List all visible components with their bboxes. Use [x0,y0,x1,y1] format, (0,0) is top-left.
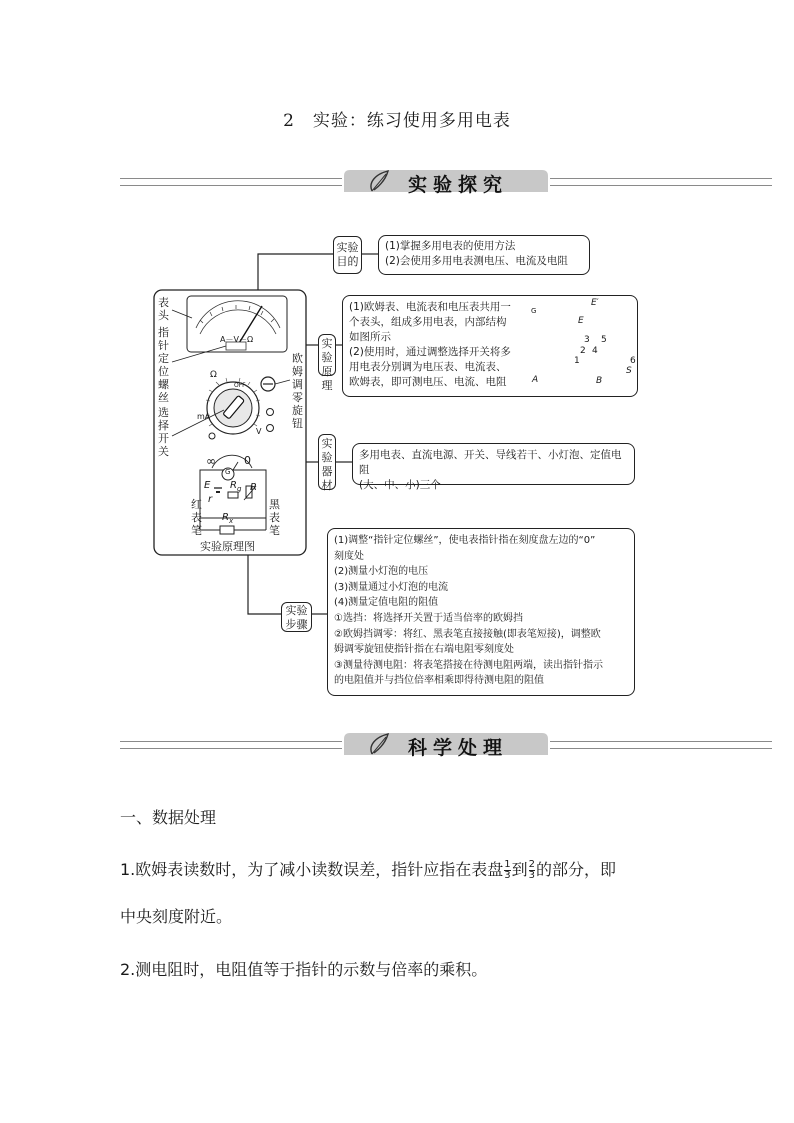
circuit-n1: 1 [574,356,580,366]
steps-line-4: (3)测量通过小灯泡的电流 [334,581,449,593]
label-equipment: 实验器材 [318,434,336,490]
circuit-n6: 6 [630,356,636,366]
circuit-e1: E [578,316,584,326]
frac2-num: 2 [528,859,536,870]
steps-line-5: (4)测量定值电阻的阻值 [334,597,439,609]
label-purpose: 实验目的 [333,236,362,274]
steps-line-6: ①选挡：将选择开关置于适当倍率的欧姆挡 [334,612,523,624]
frac1-num: 1 [504,859,511,870]
steps-line-7: ②欧姆挡调零：将红、黑表笔直接接触(即表笔短接)，调整欧 [334,628,601,640]
steps-line-9: ③测量待测电阻：将表笔搭接在待测电阻两端，读出指针指示 [334,659,603,671]
principle-line-2: 个表头，组成多用电表，内部结构 [349,316,507,328]
equipment-line-2: (大、中、小)三个 [359,479,441,491]
circuit-b: B [596,376,603,386]
banner-title: 实验探究 [408,174,509,196]
off-label: OFF [234,382,246,389]
ohm-symbol: Ω [210,370,217,380]
paragraph-1 [120,857,616,881]
ma-label: mA [197,412,211,421]
p1-after: 的部分，即 [536,860,617,879]
rx-main: R [222,512,229,523]
rg-label [230,480,241,493]
label-hei-biaobi: 黑表笔 [269,498,280,537]
rg-main: R [230,480,237,491]
p1-mid: 到 [511,860,528,879]
rg-sub: g [236,485,242,493]
fraction-one-third [504,860,510,881]
r-variable-label: R [250,482,257,493]
principle-line-3: 如图所示 [349,331,391,343]
circuit-n4: 4 [592,346,598,356]
dial-scale-text: A－V－Ω [220,335,254,344]
paragraph-2: 2.测电阻时，电阻值等于指针的示数与倍率的乘积。 [120,960,488,979]
frac1-den: 3 [504,870,511,881]
banner-title: 科学处理 [408,737,509,759]
paragraph-1-line-2: 中央刻度附近。 [120,907,233,926]
rx-sub: x [228,517,234,525]
circuit-s: S [626,366,632,376]
purpose-line-1: (1)掌握多用电表的使用方法 [385,240,516,252]
label-principle: 实验原理 [318,334,336,376]
inf-label: ∞ [206,454,216,468]
label-oumu-tiaoling: 欧姆调零旋钮 [292,352,303,430]
steps-line-2: 刻度处 [334,550,364,562]
circuit-g: G [531,307,537,315]
principle-line-4: (2)使用时，通过调整选择开关将多 [349,346,511,358]
equipment-line-1: 多用电表、直流电源、开关、导线若干、小灯泡、定值电阻 [359,449,622,476]
circuit-n3: 3 [584,335,590,345]
zero-label: 0 [244,454,251,467]
steps-line-3: (2)测量小灯泡的电压 [334,566,429,578]
p1-before: 1.欧姆表读数时，为了减小读数误差，指针应指在表盘 [120,860,504,879]
principle-line-1: (1)欧姆表、电流表和电压表共用一 [349,301,511,313]
equipment-box [352,443,635,491]
label-xuanze-kaiguan: 选择开关 [158,406,169,458]
circuit-a: A [532,375,539,385]
diagram-caption: 实验原理图 [200,540,255,553]
label-steps: 实验步骤 [281,602,312,632]
section-heading: 一、数据处理 [120,808,217,827]
page-title: 2 实验：练习使用多用电表 [283,111,511,131]
banner-rule-left [120,741,342,749]
steps-box [327,528,635,696]
principle-line-5: 用电表分别调为电压表、电流表、 [349,361,507,373]
steps-line-8: 姆调零旋钮使指针指在右端电阻零刻度处 [334,644,514,656]
banner-tag [342,731,550,757]
volt-label: V [256,427,262,436]
e-label: E [204,480,211,491]
r-label: r [208,494,213,505]
fraction-two-thirds [529,860,535,881]
rx-label [222,512,233,525]
label-hong-biaobi: 红表笔 [191,498,202,537]
section-banner-process [120,731,772,757]
purpose-line-2: (2)会使用多用电表测电压、电流及电阻 [385,255,568,267]
g-label: G [225,468,231,476]
principle-line-6: 欧姆表，即可测电压、电流、电阻 [349,376,507,388]
steps-line-10: 的电阻值并与挡位倍率相乘即得待测电阻的阻值 [334,675,544,687]
label-zhizhen-dingwei-luosi: 指针定位螺丝 [158,326,169,404]
banner-rule-right [550,741,772,749]
circuit-n5: 5 [601,335,607,345]
frac2-den: 3 [528,870,536,881]
circuit-e2: E′ [591,298,599,308]
label-biaotou: 表头 [158,296,169,322]
circuit-n2: 2 [580,346,586,356]
purpose-box [378,235,590,275]
steps-line-1: (1)调整“指针定位螺丝”，使电表指针指在刻度盘左边的“0” [334,535,596,546]
